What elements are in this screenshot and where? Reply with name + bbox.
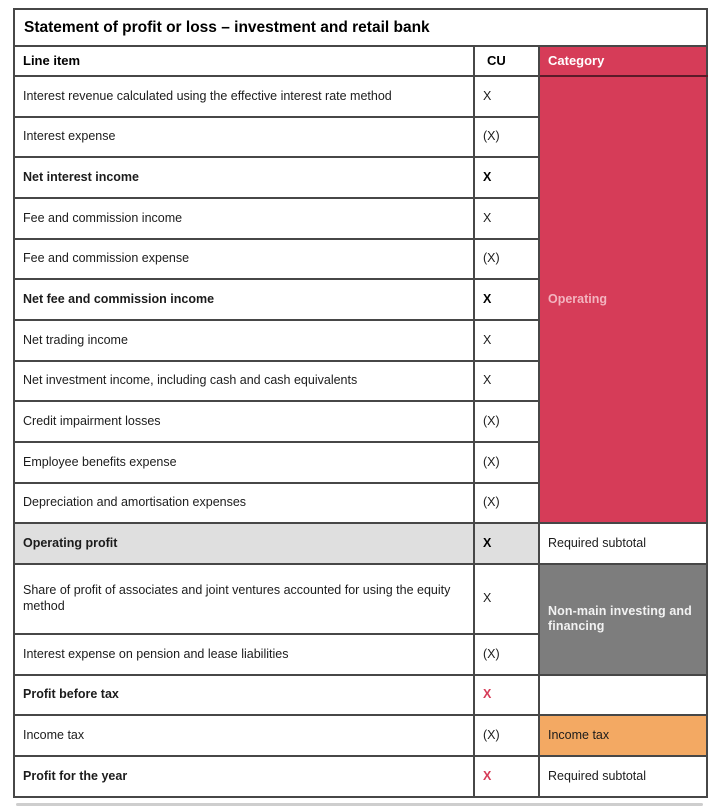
table-row xyxy=(14,76,707,117)
line-item-cell: Profit before tax xyxy=(14,675,474,716)
line-item-cell: Fee and commission expense xyxy=(14,239,474,280)
table-header-row xyxy=(14,46,707,76)
line-item-cell: Interest expense xyxy=(14,117,474,158)
table-title-row xyxy=(14,9,707,46)
category-cell: Required subtotal xyxy=(539,523,707,564)
cu-cell: X xyxy=(474,198,539,239)
col-header-line-item: Line item xyxy=(14,46,474,76)
line-item-cell: Share of profit of associates and joint ventures accounted for using the equity method xyxy=(14,564,474,634)
cu-cell: X xyxy=(474,361,539,402)
page-bottom-shadow xyxy=(16,803,703,806)
category-cell: Income tax xyxy=(539,715,707,756)
table-row xyxy=(14,715,707,756)
cu-cell: X xyxy=(474,756,539,797)
table-row xyxy=(14,756,707,797)
table-row xyxy=(14,564,707,634)
category-cell: Operating xyxy=(539,76,707,523)
line-item-cell: Net fee and commission income xyxy=(14,279,474,320)
col-header-category: Category xyxy=(539,46,707,76)
cu-cell: (X) xyxy=(474,442,539,483)
cu-cell: X xyxy=(474,157,539,198)
cu-cell: X xyxy=(474,523,539,564)
table-row xyxy=(14,523,707,564)
category-cell xyxy=(539,675,707,716)
table-row xyxy=(14,675,707,716)
cu-cell: (X) xyxy=(474,483,539,524)
line-item-cell: Net interest income xyxy=(14,157,474,198)
cu-cell: (X) xyxy=(474,401,539,442)
cu-cell: (X) xyxy=(474,634,539,675)
line-item-cell: Depreciation and amortisation expenses xyxy=(14,483,474,524)
line-item-cell: Profit for the year xyxy=(14,756,474,797)
line-item-cell: Operating profit xyxy=(14,523,474,564)
table-body xyxy=(14,9,707,797)
line-item-cell: Interest expense on pension and lease liabilities xyxy=(14,634,474,675)
line-item-cell: Interest revenue calculated using the effective interest rate method xyxy=(14,76,474,117)
line-item-cell: Fee and commission income xyxy=(14,198,474,239)
line-item-cell: Credit impairment losses xyxy=(14,401,474,442)
cu-cell: X xyxy=(474,76,539,117)
cu-cell: X xyxy=(474,320,539,361)
cu-cell: X xyxy=(474,564,539,634)
line-item-cell: Income tax xyxy=(14,715,474,756)
cu-cell: (X) xyxy=(474,715,539,756)
cu-cell: X xyxy=(474,279,539,320)
cu-cell: (X) xyxy=(474,239,539,280)
col-header-cu: CU xyxy=(474,46,539,76)
line-item-cell: Net trading income xyxy=(14,320,474,361)
line-item-cell: Employee benefits expense xyxy=(14,442,474,483)
line-item-cell: Net investment income, including cash and cash equivalents xyxy=(14,361,474,402)
cu-cell: X xyxy=(474,675,539,716)
table-title: Statement of profit or loss – investment and retail bank xyxy=(14,9,707,46)
cu-cell: (X) xyxy=(474,117,539,158)
profit-loss-table xyxy=(13,8,708,798)
category-cell: Required subtotal xyxy=(539,756,707,797)
category-cell: Non-main investing and financing xyxy=(539,564,707,675)
